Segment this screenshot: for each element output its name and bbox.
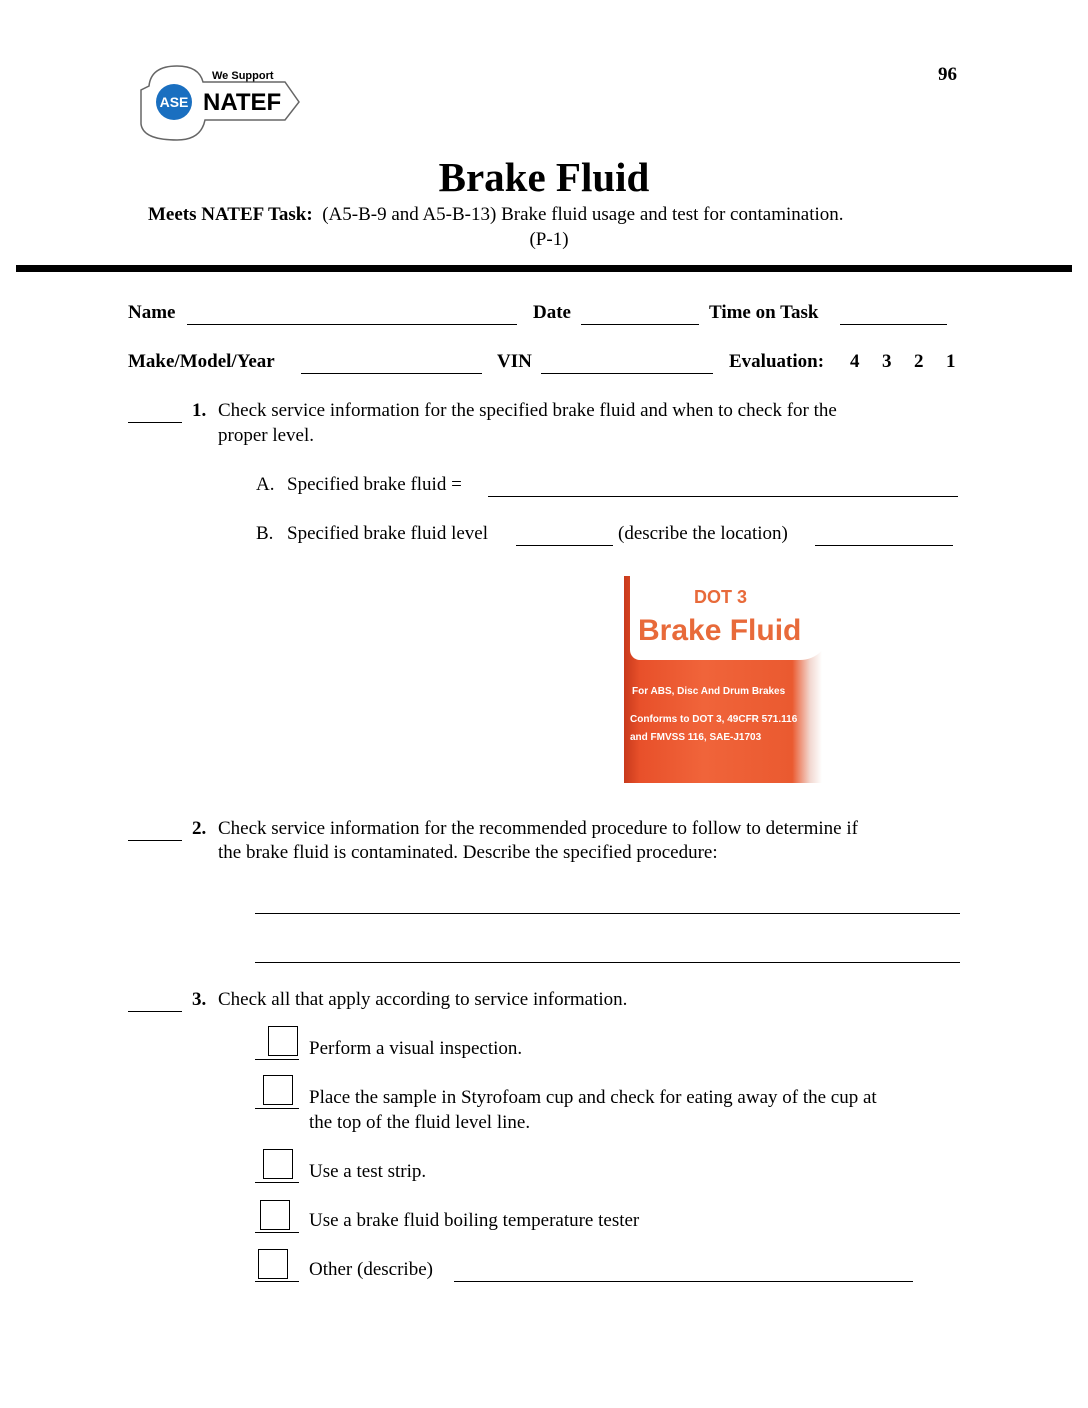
make-model-year-label: Make/Model/Year (128, 351, 275, 372)
option-styrofoam-cup-2: the top of the fluid level line. (309, 1112, 531, 1133)
item-1-number: 1. (192, 400, 207, 421)
item-3-text: Check all that apply according to service information. (218, 989, 628, 1010)
item-2-text: Check service information for the recommended procedure to follow to determine if (218, 818, 858, 839)
location-field[interactable] (815, 527, 953, 546)
checkbox-underline (255, 1107, 299, 1109)
make-model-year-field[interactable] (301, 355, 482, 374)
time-on-task-field[interactable] (840, 306, 947, 325)
option-other: Other (describe) (309, 1259, 433, 1280)
item-1a-text: Specified brake fluid = (287, 474, 462, 495)
item-1-score-blank[interactable] (128, 404, 182, 423)
item-2-score-blank[interactable] (128, 822, 182, 841)
specified-fluid-field[interactable] (488, 478, 958, 497)
photo-line-3: and FMVSS 116, SAE-J1703 (630, 732, 762, 743)
date-label: Date (533, 302, 571, 323)
date-field[interactable] (581, 306, 699, 325)
page-number: 96 (938, 64, 957, 85)
svg-text:ASE: ASE (159, 94, 189, 110)
option-styrofoam-cup: Place the sample in Styrofoam cup and check for eating away of the cup at (309, 1087, 877, 1108)
evaluation-label: Evaluation: (729, 351, 825, 372)
checkbox-underline (255, 1058, 299, 1060)
key-logo-icon (137, 64, 302, 142)
item-1b-text-2: (describe the location) (618, 523, 788, 544)
item-1a-label: A. (256, 474, 275, 495)
photo-dot-text: DOT 3 (694, 587, 748, 607)
checkbox-styrofoam-cup[interactable] (263, 1075, 293, 1105)
subtitle-text: (A5-B-9 and A5-B-13) Brake fluid usage and test for contamination. (322, 204, 844, 225)
fluid-level-field[interactable] (516, 527, 613, 546)
photo-brand-text: Brake Fluid (638, 614, 802, 647)
item-1b-label: B. (256, 523, 274, 544)
score-2[interactable]: 2 (914, 351, 924, 372)
procedure-line-2[interactable] (255, 944, 960, 963)
divider (16, 265, 1072, 272)
checkbox-test-strip[interactable] (263, 1149, 293, 1179)
procedure-line-1[interactable] (255, 895, 960, 914)
checkbox-other[interactable] (258, 1249, 288, 1279)
option-boiling-tester: Use a brake fluid boiling temperature tester (309, 1210, 640, 1231)
brake-fluid-photo (624, 576, 822, 783)
score-3[interactable]: 3 (882, 351, 892, 372)
photo-line-2: Conforms to DOT 3, 49CFR 571.116 (630, 714, 798, 725)
photo-line-1: For ABS, Disc And Drum Brakes (632, 686, 786, 697)
name-field[interactable] (187, 306, 517, 325)
option-test-strip: Use a test strip. (309, 1161, 427, 1182)
page-title: Brake Fluid (438, 154, 650, 200)
score-4[interactable]: 4 (850, 351, 860, 372)
checkbox-boiling-tester[interactable] (260, 1200, 290, 1230)
item-3-score-blank[interactable] (128, 993, 182, 1012)
vin-field[interactable] (541, 355, 713, 374)
item-3-number: 3. (192, 989, 207, 1010)
name-label: Name (128, 302, 176, 323)
task-code: (P-1) (529, 229, 569, 250)
svg-text:We Support: We Support (212, 70, 274, 82)
subtitle-label: Meets NATEF Task: (148, 204, 313, 225)
natef-logo (137, 64, 302, 142)
item-1b-text: Specified brake fluid level (287, 523, 489, 544)
item-2-text-2: the brake fluid is contaminated. Describe the specified procedure: (218, 842, 718, 863)
time-on-task-label: Time on Task (709, 302, 819, 323)
checkbox-underline (255, 1280, 299, 1282)
item-2-number: 2. (192, 818, 207, 839)
item-1-text-2: proper level. (218, 425, 315, 446)
option-visual-inspection: Perform a visual inspection. (309, 1038, 523, 1059)
other-describe-field[interactable] (454, 1263, 913, 1282)
checkbox-visual-inspection[interactable] (268, 1026, 298, 1056)
checkbox-underline (255, 1231, 299, 1233)
svg-text:NATEF: NATEF (203, 89, 282, 116)
item-1-text: Check service information for the specified brake fluid and when to check for the (218, 400, 837, 421)
checkbox-underline (255, 1181, 299, 1183)
vin-label: VIN (497, 351, 532, 372)
score-1[interactable]: 1 (946, 351, 956, 372)
